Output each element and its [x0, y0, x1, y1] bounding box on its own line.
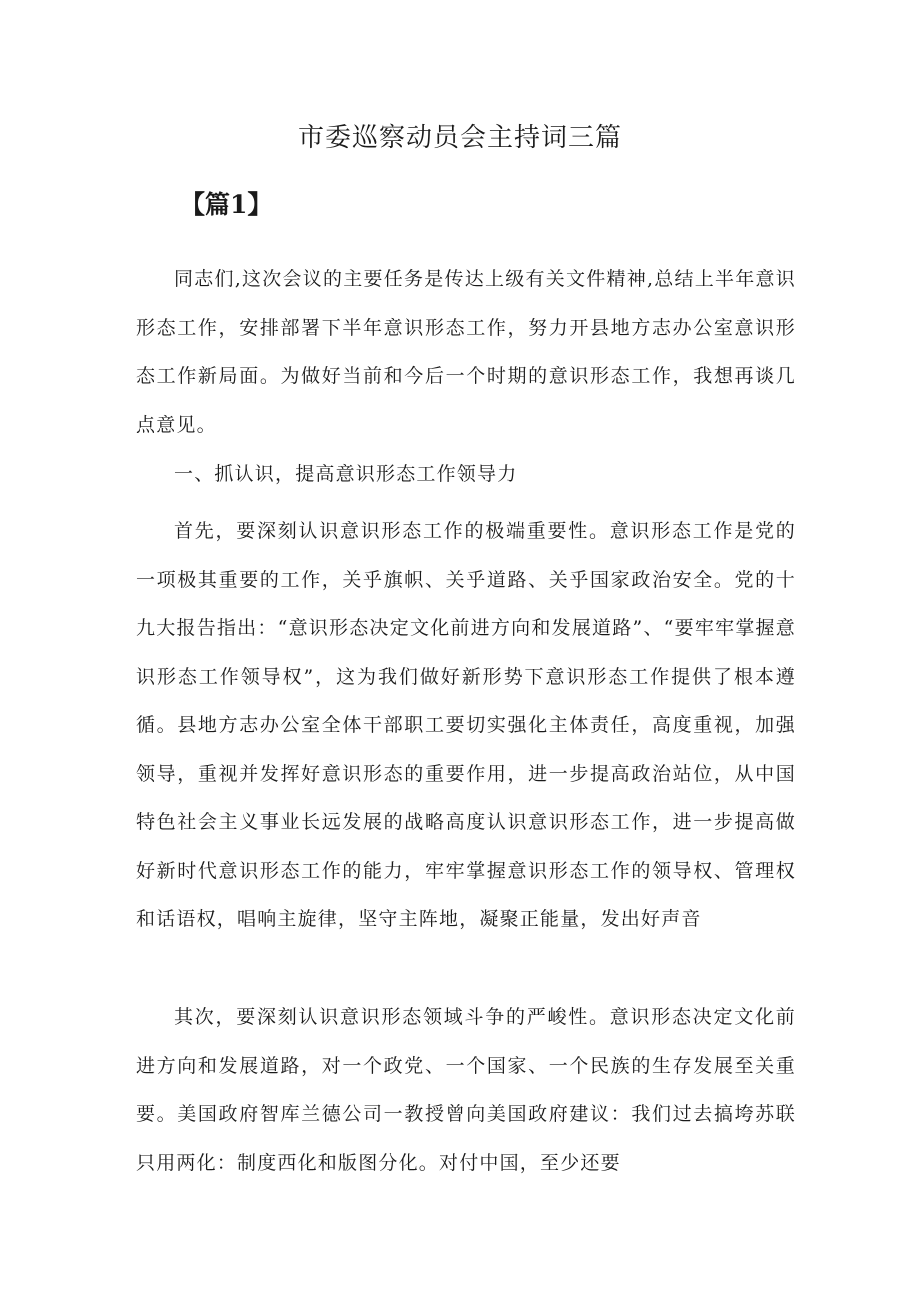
second-paragraph: 其次，要深刻认识意识形态领域斗争的严峻性。意识形态决定文化前进方向和发展道路，对一个政党、一个国家、一个民族的生存发展至关重要。美国政府智库兰德公司一教授曾向美国政府建议：我们过去搞垮苏联只用两化：制度西化和版图分化。对付中国，至少还要: [136, 1006, 796, 1174]
document-title: 市委巡察动员会主持词三篇: [297, 123, 622, 153]
first-paragraph: 首先，要深刻认识意识形态工作的极端重要性。意识形态工作是党的一项极其重要的工作，关乎旗帜、关乎道路、关乎国家政治安全。党的十九大报告指出：“意识形态决定文化前进方向和发展道路”、“要牢牢掌握意识形态工作领导权”，这为我们做好新形势下意识形态工作提供了根本遵循。县地方志办公室全体干部职工要切实强化主体责任，高度重视，加强领导，重视并发挥好意识形态的重要作用，进一步提高政治站位，从中国特色社会主义事业长远发展的战略高度认识意识形态工作，进一步提高做好新时代意识形态工作的能力，牢牢掌握意识形态工作的领导权、管理权和话语权，唱响主旋律，坚守主阵地，凝聚正能量，发出好声音: [136, 520, 796, 930]
section-heading: 一、抓认识，提高意识形态工作领导力: [174, 463, 518, 485]
section-label: 【篇1】: [180, 190, 273, 219]
intro-paragraph: 同志们,这次会议的主要任务是传达上级有关文件精神,总结上半年意识形态工作，安排部署下半年意识形态工作，努力开县地方志办公室意识形态工作新局面。为做好当前和今后一个时期的意识形态工作，我想再谈几点意见。: [136, 268, 796, 436]
